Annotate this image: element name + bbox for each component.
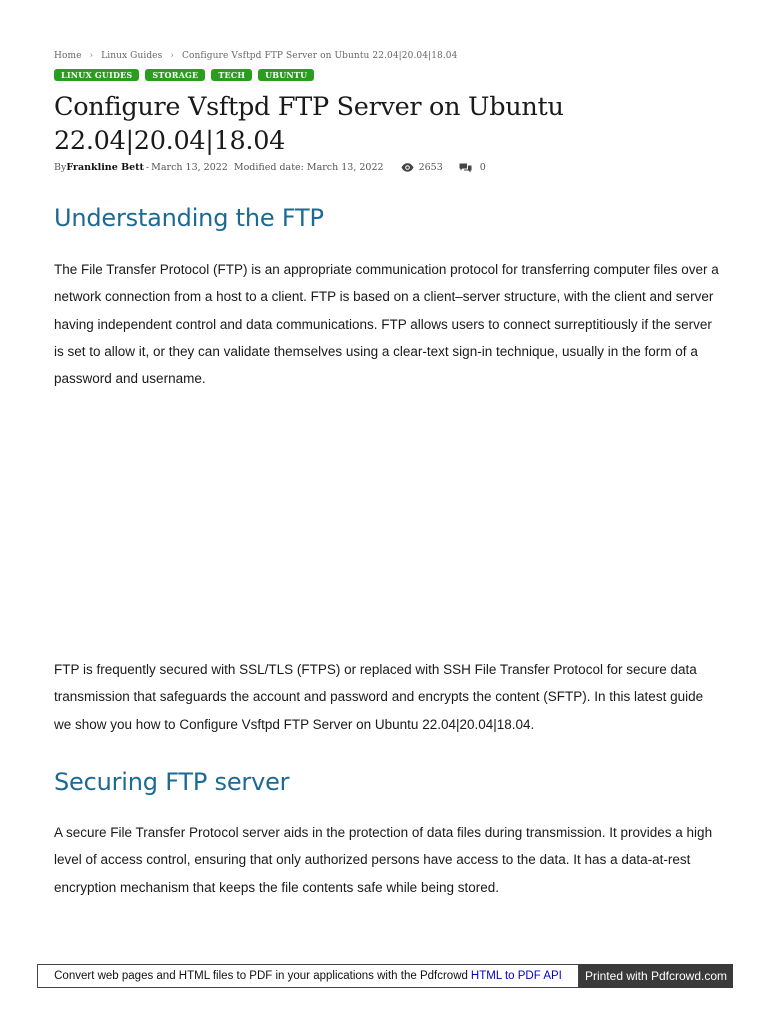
chevron-right-icon: ›: [89, 51, 94, 61]
breadcrumb-linux-guides[interactable]: Linux Guides: [101, 51, 163, 61]
author-link[interactable]: Frankline Bett: [66, 162, 144, 173]
tag-ubuntu[interactable]: UBUNTU: [258, 69, 314, 81]
breadcrumb-home[interactable]: Home: [54, 51, 82, 61]
footer-message: [37, 964, 579, 988]
pdfcrowd-footer: [37, 964, 733, 988]
comments-number: 0: [479, 162, 486, 173]
category-tags: [54, 69, 314, 81]
paragraph-understanding-2: FTP is frequently secured with SSL/TLS (FTPS) or replaced with SSH File Transfer Protocol for secure data transmission that safeguards the account and password and encrypts the content (SFTP). In this latest guide we show you how to Configure Vsftpd FTP Server on Ubuntu 22.04|20.04|18.04.: [54, 662, 704, 732]
tag-tech[interactable]: TECH: [211, 69, 252, 81]
breadcrumb: [54, 51, 457, 61]
footer-text: Convert web pages and HTML files to PDF in your applications with the Pdfcrowd: [54, 970, 468, 982]
modified-date: March 13, 2022: [306, 162, 384, 173]
html-to-pdf-link[interactable]: HTML to PDF API: [470, 970, 562, 982]
published-date: March 13, 2022: [151, 162, 228, 173]
heading-securing-ftp: Securing FTP server: [54, 768, 290, 796]
modified-label: Modified date:: [233, 162, 304, 173]
heading-understanding-ftp: Understanding the FTP: [54, 204, 324, 232]
paragraph-understanding-1: The File Transfer Protocol (FTP) is an appropriate communication protocol for transferring computer files over a network connection from a host to a client. FTP is based on a client–server structure, with the client and server having independent control and data communications. FTP allows users to connect surreptitiously if the server is set to allow it, or they can validate themselves using a clear-text sign-in technique, usually in the form of a password and username.: [54, 262, 719, 387]
chevron-right-icon: ›: [170, 51, 174, 61]
page-title: Configure Vsftpd FTP Server on Ubuntu 22.04|20.04|18.04: [54, 92, 564, 156]
article-meta: [54, 162, 486, 173]
tag-storage[interactable]: STORAGE: [145, 69, 205, 81]
comments-count[interactable]: [459, 162, 486, 173]
tag-linux-guides[interactable]: LINUX GUIDES: [54, 69, 139, 81]
printed-with-badge[interactable]: Printed with Pdfcrowd.com: [579, 964, 733, 988]
paragraph-securing-1: A secure File Transfer Protocol server aids in the protection of data files during transmission. It provides a high level of access control, ensuring that only authorized persons have access to the data. It has a data-at-rest encryption mechanism that keeps the file contents safe while being stored.: [54, 825, 713, 895]
comments-icon: [459, 163, 472, 173]
meta-separator: -: [145, 162, 150, 173]
views-count: [401, 162, 443, 173]
breadcrumb-current: Configure Vsftpd FTP Server on Ubuntu 22.04|20.04|18.04: [181, 51, 458, 61]
eye-icon: [401, 163, 414, 172]
by-label: By: [54, 162, 67, 173]
views-number: 2653: [418, 162, 443, 173]
